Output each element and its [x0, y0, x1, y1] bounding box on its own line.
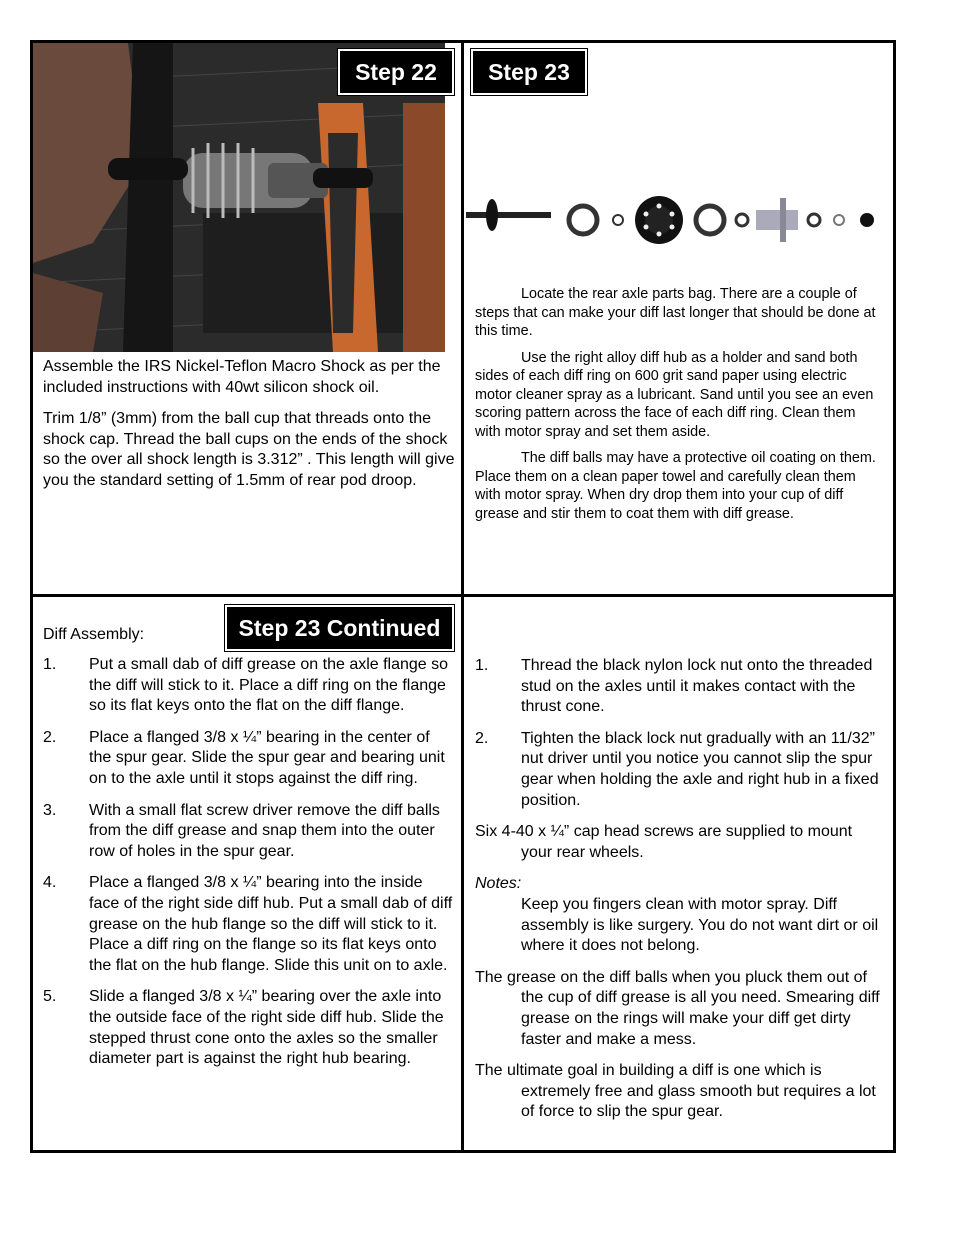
- list-item-number: 1.: [475, 657, 489, 674]
- list-item-number: 2.: [43, 728, 57, 746]
- list-item: [43, 801, 453, 863]
- list-item-text: Place a flanged 3/8 x ¼” bearing in the center of the spur gear. Slide the spur gear and bearing unit on to the axle until it stops against the diff ring.: [89, 728, 445, 787]
- list-item-number: 5.: [43, 988, 57, 1006]
- diff-finish-steps: [475, 656, 885, 1134]
- notes-text: Keep you fingers clean with motor spray. Diff assembly is like surgery. You do not want dirt or oil where it does not belong.: [521, 895, 879, 955]
- step-23-paragraph: The diff balls may have a protective oil coating on them. Place them on a clean paper towel and carefully clean them with motor spray. When dry drop them into your cup of diff grease and stir them to coat them with diff grease.: [475, 450, 876, 522]
- diff-assembly-heading: Diff Assembly:: [43, 626, 145, 643]
- list-item-number: 3.: [43, 801, 57, 819]
- horizontal-divider: [30, 594, 896, 597]
- step-22-text: [43, 357, 461, 503]
- rear-axle-parts-photo: [466, 190, 886, 250]
- list-item-text: With a small flat screw driver remove the diff balls from the diff grease and snap them into the outer row of holes in the spur gear.: [89, 801, 440, 860]
- goal-note: The ultimate goal in building a diff is one which is extremely free and glass smooth but requires a lot of force to slip the spur gear.: [475, 1062, 876, 1121]
- step-23-label: Step 23: [471, 49, 587, 95]
- step-23-paragraph: Locate the rear axle parts bag. There are a couple of steps that can make your diff last longer that should be done at this time.: [475, 286, 876, 339]
- list-item-number: 2.: [475, 729, 489, 747]
- diff-assembly-steps: [43, 655, 453, 1081]
- notes-label: Notes:: [475, 875, 522, 893]
- list-item: [475, 729, 885, 811]
- step-22-label: Step 22: [338, 49, 454, 95]
- list-item-text: Put a small dab of diff grease on the axle flange so the diff will stick to it. Place a diff ring on the flange so its flat keys onto the flat on the diff flange.: [89, 656, 449, 715]
- step-23-text: [475, 285, 885, 531]
- list-item: [43, 873, 453, 976]
- step-23-continued-label: Step 23 Continued: [225, 605, 454, 651]
- list-item-number: 4.: [43, 874, 57, 892]
- list-item-text: Thread the black nylon lock nut onto the threaded stud on the axles until it makes contact with the thrust cone.: [521, 657, 873, 716]
- step-22-paragraph: Trim 1/8” (3mm) from the ball cup that threads onto the shock cap. Thread the ball cups on the ends of the shock so the over all shock length is 3.312” . This length will give you the standard setting of 1.5mm of rear pod droop.: [43, 410, 455, 489]
- list-item-number: 1.: [43, 656, 57, 673]
- list-item: [43, 728, 453, 790]
- list-item: [475, 656, 885, 718]
- step-23-paragraph: Use the right alloy diff hub as a holder and sand both sides of each diff ring on 600 grit sand paper using electric motor cleaner spray as a lubricant. Sand until you see an even scoring pattern across the face of each diff ring. Clean them with motor spray and set them aside.: [475, 349, 874, 440]
- list-item: [43, 987, 453, 1069]
- list-item-text: Slide a flanged 3/8 x ¼” bearing over the axle into the outside face of the right side diff hub. Slide the stepped thrust cone onto the axles so the smaller diameter part is against the right hub bearing.: [89, 988, 444, 1068]
- list-item-text: Tighten the black lock nut gradually with an 11/32” nut driver until you notice you cannot slip the spur gear when holding the axle and right hub in a fixed position.: [521, 729, 879, 809]
- screws-note: Six 4-40 x ¼” cap head screws are supplied to mount your rear wheels.: [475, 823, 853, 861]
- list-item: [43, 655, 453, 717]
- step-22-paragraph: Assemble the IRS Nickel-Teflon Macro Shock as per the included instructions with 40wt silicon shock oil.: [43, 358, 441, 396]
- grease-note: The grease on the diff balls when you pluck them out of the cup of diff grease is all you need. Smearing diff grease on the rings will make your diff get dirty faster and make a mess.: [475, 968, 880, 1048]
- list-item-text: Place a flanged 3/8 x ¼” bearing into the inside face of the right side diff hub. Put a small dab of diff grease on the hub flange so the diff will stick to it. Place a diff ring on the flange so its flat keys onto the flat on the hub flange. Slide this unit on to axle.: [89, 874, 453, 974]
